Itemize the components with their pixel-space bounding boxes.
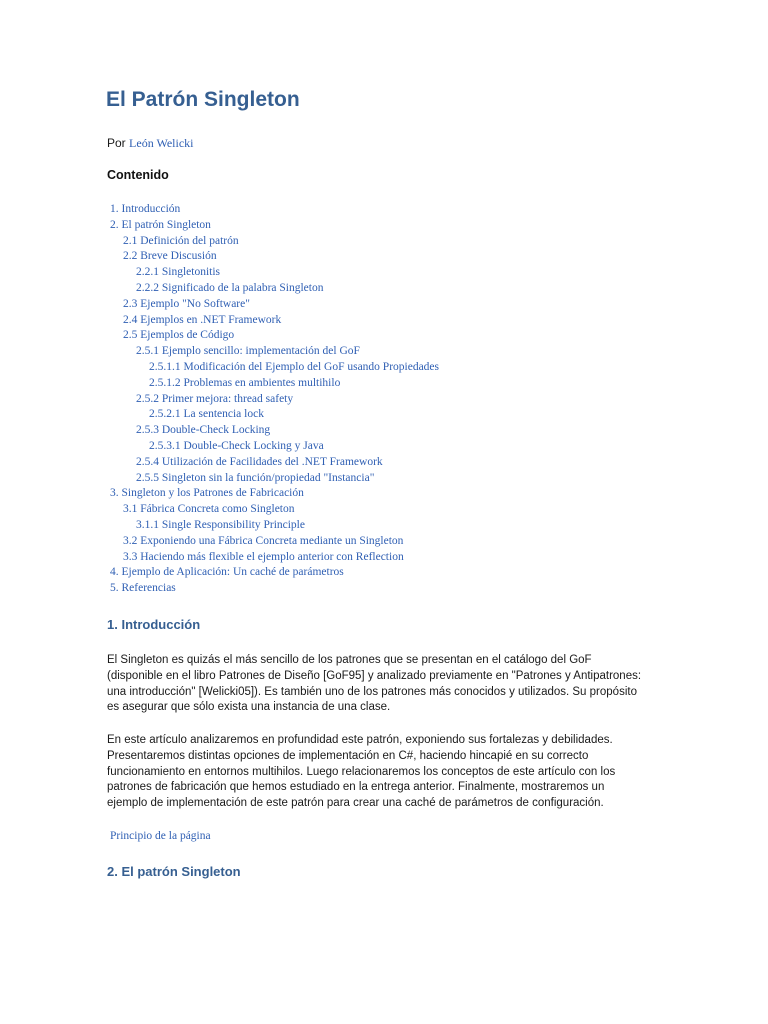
toc-item[interactable]: 2.5.3.1 Double-Check Locking y Java <box>149 440 324 452</box>
toc-item[interactable]: 2.5.1 Ejemplo sencillo: implementación del GoF <box>136 345 360 358</box>
intro-paragraph-1: El Singleton es quizás el más sencillo de los patrones que se presentan en el catálogo del GoF (disponible en el libro Patrones de Diseño [GoF95] y analizado previamente en "Patrones y Antipatrones: una introducción" [Welicki05]). Es también uno de los patrones más conocidos y utilizados. Su propósito es asegurar que sólo exista una instancia de una clase. <box>107 654 642 714</box>
toc-item[interactable]: 1. Introducción <box>110 203 181 215</box>
toc-item[interactable]: 3.3 Haciendo más flexible el ejemplo anterior con Reflection <box>123 550 404 563</box>
toc-item[interactable]: 2.5.5 Singleton sin la función/propiedad "Instancia" <box>136 471 375 484</box>
toc-item[interactable]: 2.1 Definición del patrón <box>123 234 239 247</box>
toc-item[interactable]: 2.2.1 Singletonitis <box>136 266 221 279</box>
toc-item[interactable]: 3. Singleton y los Patrones de Fabricación <box>110 487 304 500</box>
toc-item[interactable]: 5. Referencias <box>110 582 176 595</box>
toc-item[interactable]: 2.5.2 Primer mejora: thread safety <box>136 392 294 405</box>
byline-prefix: Por <box>107 136 126 150</box>
toc-item[interactable]: 2. El patrón Singleton <box>110 218 211 231</box>
toc-item[interactable]: 3.1 Fábrica Concreta como Singleton <box>123 503 295 516</box>
page-title: El Patrón Singleton <box>106 88 300 111</box>
toc-item[interactable]: 2.2 Breve Discusión <box>123 250 217 263</box>
section-heading-introduccion: 1. Introducción <box>107 617 201 632</box>
intro-paragraph-2: En este artículo analizaremos en profundidad este patrón, exponiendo sus fortalezas y debilidades. Presentaremos distintas opciones de implementación en C#, haciendo hincapié en su correcto funcionamiento en entornos multihilos. Luego relacionaremos los conceptos de este artículo con los patrones de fabricación que hemos estudiado en la entrega anterior. Finalmente, mostraremos un ejemplo de implementación de este patrón para crear una caché de parámetros de configuración. <box>107 734 616 810</box>
toc-item[interactable]: 2.5 Ejemplos de Código <box>123 329 235 342</box>
toc-item[interactable]: 2.5.1.1 Modificación del Ejemplo del GoF usando Propiedades <box>149 361 440 373</box>
toc-item[interactable]: 4. Ejemplo de Aplicación: Un caché de parámetros <box>110 566 344 579</box>
toc-item[interactable]: 3.2 Exponiendo una Fábrica Concreta mediante un Singleton <box>123 534 404 547</box>
author-link[interactable]: León Welicki <box>129 136 194 150</box>
toc-item[interactable]: 3.1.1 Single Responsibility Principle <box>136 519 305 531</box>
toc-item[interactable]: 2.3 Ejemplo "No Software" <box>123 297 250 310</box>
section-heading-patron-singleton: 2. El patrón Singleton <box>107 864 241 879</box>
toc-item[interactable]: 2.2.2 Significado de la palabra Singleton <box>136 282 324 294</box>
toc-item[interactable]: 2.5.1.2 Problemas en ambientes multihilo <box>149 376 341 389</box>
toc-item[interactable]: 2.4 Ejemplos en .NET Framework <box>123 313 282 326</box>
toc-item[interactable]: 2.5.2.1 La sentencia lock <box>149 408 264 421</box>
toc-item[interactable]: 2.5.4 Utilización de Facilidades del .NET Framework <box>136 455 383 468</box>
byline <box>107 136 194 151</box>
toc-item[interactable]: 2.5.3 Double-Check Locking <box>136 424 271 437</box>
back-to-top-link[interactable]: Principio de la página <box>110 830 211 842</box>
contents-heading: Contenido <box>107 168 169 182</box>
